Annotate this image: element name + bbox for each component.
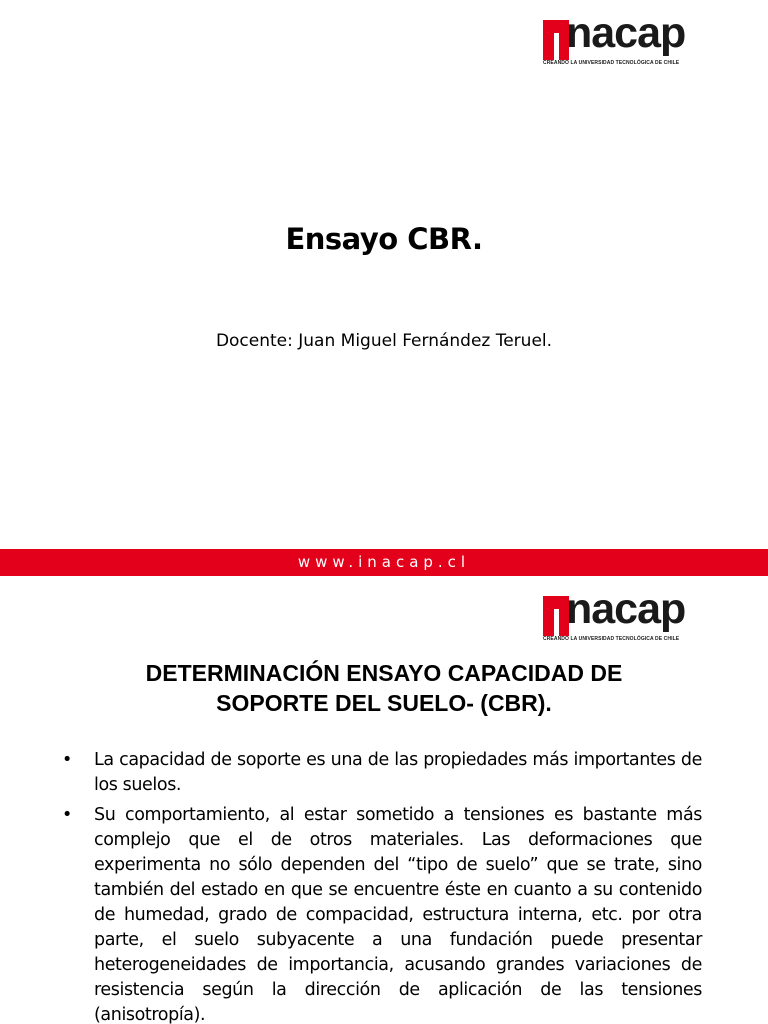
slide-heading-line-2: SOPORTE DEL SUELO- (CBR). — [216, 690, 552, 716]
bullet-item — [62, 803, 702, 1024]
logo-wordmark: nacap — [566, 9, 686, 57]
bullet-dot-icon: • — [62, 805, 72, 825]
bullet-text: Su comportamiento, al estar sometido a tensiones es bastante más complejo que el de otros materiales. Las deformaciones que experimenta no sólo dependen del “tipo de suelo” que se trate, sino también del estado en que se encuentre éste en cuanto a su contenido de humedad, grado de compacidad, estructura interna, etc. por otra parte, el suelo subyacente a una fundación puede presentar heterogeneidades de importancia, acusando grandes variaciones de resistencia según la dirección de aplicación de las tensiones (anisotropía). — [94, 805, 702, 1024]
logo-tagline: CREANDO LA UNIVERSIDAD TECNOLÓGICA DE CHILE — [543, 636, 680, 642]
logo-wordmark: nacap — [566, 585, 686, 633]
bullet-dot-icon: • — [62, 750, 72, 770]
presentation-title: Ensayo CBR. — [285, 222, 483, 256]
bullet-text: La capacidad de soporte es una de las propiedades más importantes de los suelos. — [94, 750, 702, 795]
slide-content — [0, 576, 768, 1024]
inacap-logo — [543, 585, 711, 644]
logo-tagline: CREANDO LA UNIVERSIDAD TECNOLÓGICA DE CHILE — [543, 60, 680, 66]
inacap-logo — [543, 9, 711, 68]
bullet-list — [62, 748, 702, 1024]
bullet-item — [62, 748, 702, 798]
docente-line: Docente: Juan Miguel Fernández Teruel. — [215, 331, 553, 351]
slide-heading — [0, 658, 768, 718]
slide-heading-line-1: DETERMINACIÓN ENSAYO CAPACIDAD DE — [145, 660, 623, 686]
footer-url-bar: www.inacap.cl — [0, 549, 768, 576]
